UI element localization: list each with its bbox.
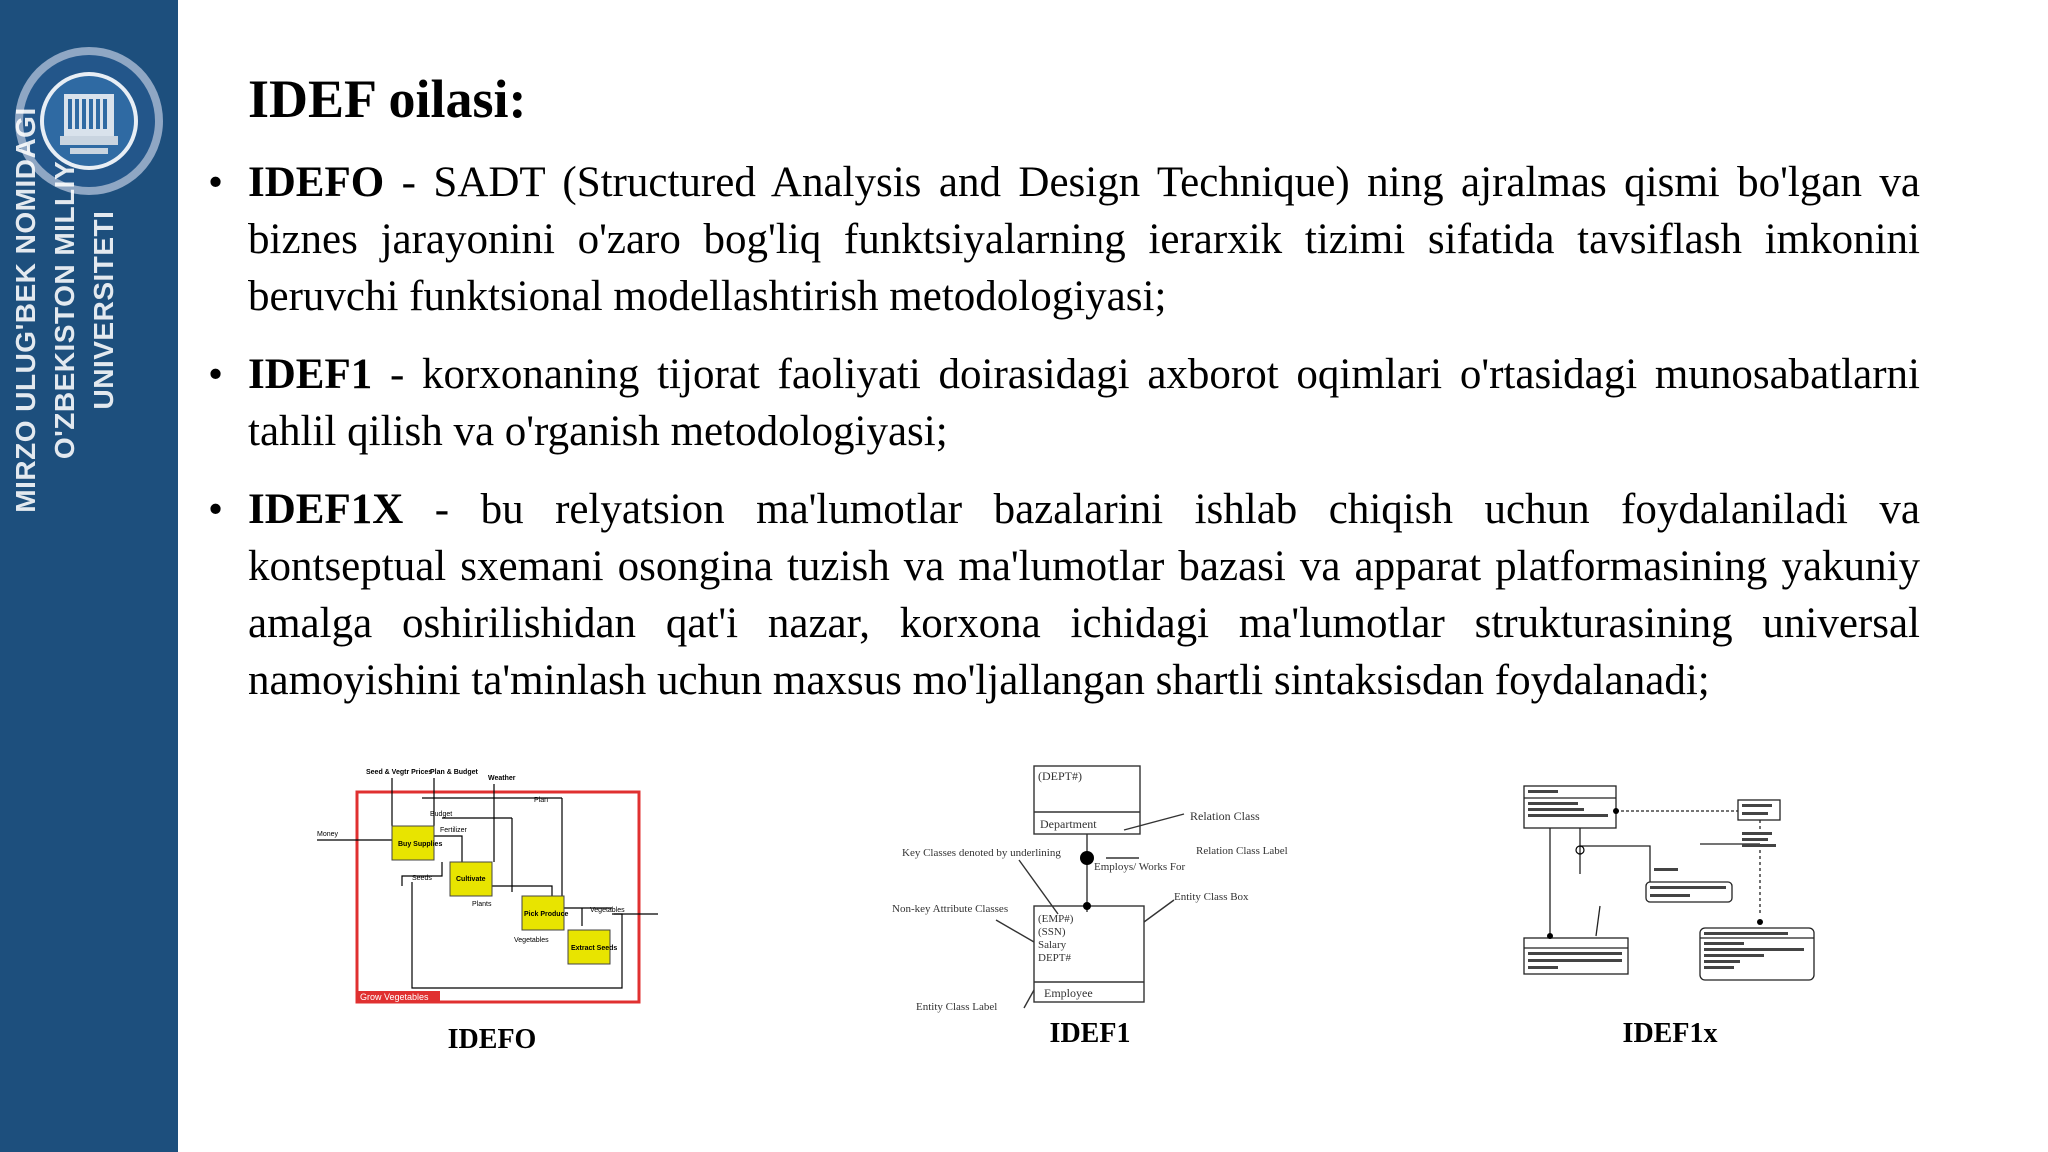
idef1-diagram <box>884 762 1304 1014</box>
university-line-3: UNIVERSITETI <box>88 210 119 410</box>
idef1-annotation: Key Classes denoted by underlining <box>902 847 1061 859</box>
bullet-dot-icon: • <box>208 159 224 206</box>
idef1-attribute: (EMP#) <box>1038 913 1074 925</box>
idef1-attribute: Salary <box>1038 939 1067 951</box>
idef0-box-label: Pick Produce <box>524 911 569 918</box>
idef1-dept-name: Department <box>1040 817 1097 831</box>
idef0-label-vegetables-in: Vegetables <box>514 937 549 944</box>
idef1x-diagram <box>1520 776 1820 998</box>
idef0-label-fertilizer: Fertilizer <box>440 827 467 834</box>
idef0-control-1: Seed & Vegtr Prices <box>366 769 433 776</box>
bullet-dot-icon: • <box>208 351 224 398</box>
idef0-label-plants: Plants <box>472 901 492 908</box>
bullet-term: IDEFO <box>248 159 385 206</box>
idef0-diagram <box>312 766 672 1018</box>
idef1-annotation: Non-key Attribute Classes <box>892 903 1009 915</box>
idef1-attribute: DEPT# <box>1038 952 1071 964</box>
idef0-label-vegetables-out: Vegetables <box>590 907 625 914</box>
university-name <box>6 30 123 590</box>
bullet-idef0 <box>208 154 1920 325</box>
bullet-idef1x <box>208 481 1920 709</box>
idef0-box-label: Cultivate <box>456 876 486 883</box>
bullet-dot-icon: • <box>208 486 224 533</box>
bullet-list <box>208 154 1920 730</box>
slide-title: IDEF oilasi: <box>248 69 527 129</box>
bullet-term: IDEF1X <box>248 486 404 533</box>
bullet-text: - korxonaning tijorat faoliyati doirasidagi axborot oqimlari o'rtasidagi munosabatlarni tahlil qilish va o'rganish metodologiyasi; <box>248 351 1920 455</box>
idef0-input: Money <box>317 831 339 838</box>
idef0-control-2: Plan & Budget <box>430 769 478 776</box>
bullet-idef1 <box>208 346 1920 460</box>
idef1-annotation: Relation Class Label <box>1196 845 1288 857</box>
idef1-attribute: (SSN) <box>1038 926 1066 938</box>
idef0-control-3: Weather <box>488 775 516 782</box>
idef0-caption: IDEFO <box>447 1024 537 1055</box>
idef1-annotation: Entity Class Label <box>916 1001 998 1013</box>
idef0-label-seeds: Seeds <box>412 875 432 882</box>
idef0-frame-label: Grow Vegetables <box>360 992 429 1002</box>
university-line-2: O'ZBEKISTON MILLIY <box>49 160 80 460</box>
idef1x-caption: IDEF1x <box>1622 1018 1718 1049</box>
idef0-box-label: Buy Supplies <box>398 841 443 848</box>
idef1-annotation: Relation Class <box>1190 809 1260 823</box>
bullet-term: IDEF1 <box>248 351 373 398</box>
bullet-text: - SADT (Structured Analysis and Design Technique) ning ajralmas qismi bo'lgan va biznes jarayonini o'zaro bog'liq funktsiyalarning ierarxik tizimi sifatida tavsiflash imkonini beruvchi funktsional modellashtirish metodologiyasi; <box>248 159 1920 320</box>
idef0-label-budget: Budget <box>430 811 453 818</box>
sidebar <box>0 0 178 1152</box>
idef1-annotation: Entity Class Box <box>1174 891 1249 903</box>
bullet-text: - bu relyatsion ma'lumotlar bazalarini ishlab chiqish uchun foydalaniladi va kontseptual sxemani osongina tuzish va ma'lumotlar bazasi va apparat platformasining yakuniy amalga oshirilishidan qat'i nazar, korxona ichidagi ma'lumotlar strukturasining universal namoyishini ta'minlash uchun maxsus mo'ljallangan shartli sintaksisdan foydalanadi; <box>248 486 1920 704</box>
idef0-label-plan: Plan <box>534 797 549 804</box>
idef0-box-label: Extract Seeds <box>571 945 618 952</box>
idef1-caption: IDEF1 <box>1049 1018 1131 1049</box>
idef1-relation-label: Employs/ Works For <box>1094 861 1186 873</box>
university-line-1: MIRZO ULUG'BEK NOMIDAGI <box>10 107 41 513</box>
idef1-entity-name: Employee <box>1044 986 1093 1000</box>
idef1-dept-key: (DEPT#) <box>1038 769 1082 783</box>
